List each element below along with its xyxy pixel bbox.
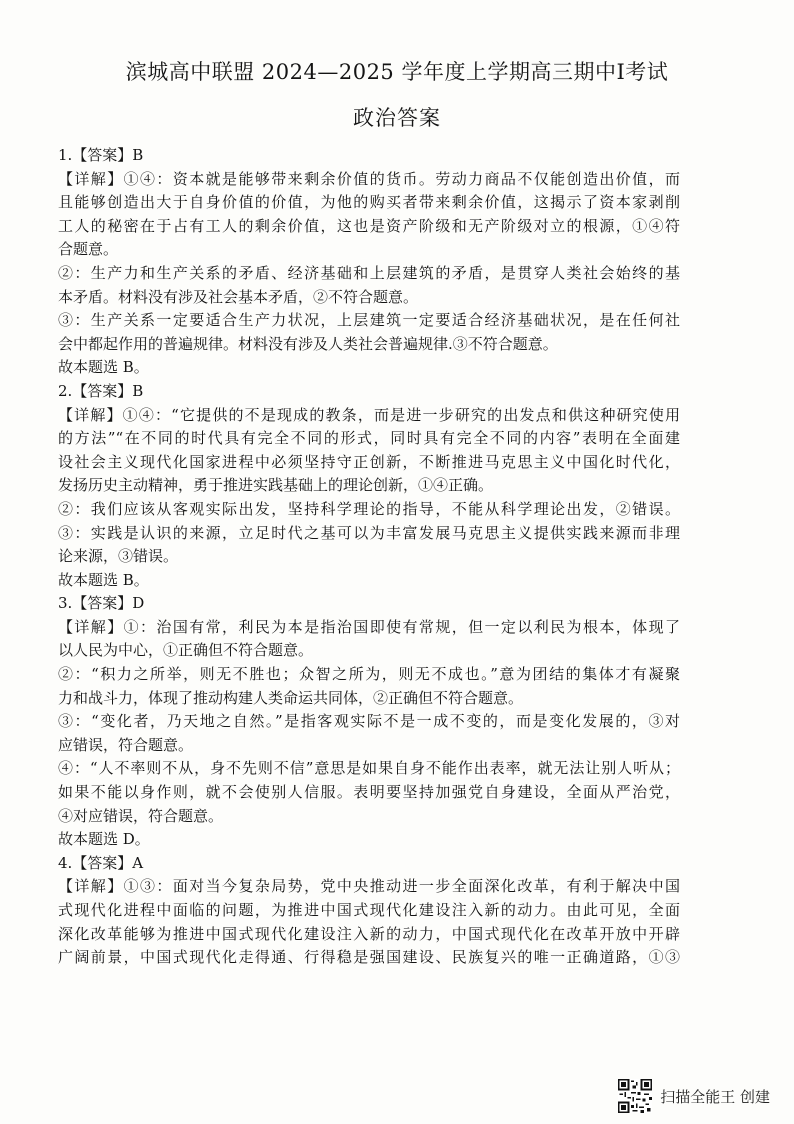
text-line: 【详解】①：治国有常，利民为本是指治国即使有常规，但一定以利民为根本，体现了 <box>58 617 680 636</box>
text-line: 如果不能以身作则，就不会使别人信服。表明要坚持加强党自身建设，全面从严治党， <box>58 783 680 802</box>
scanner-watermark <box>618 1078 770 1114</box>
text-line: 工人的秘密在于占有工人的剩余价值，这也是资产阶级和无产阶级对立的根源，①④符 <box>58 216 680 235</box>
text-line: ②：“积力之所举，则无不胜也；众智之所为，则无不成也。”意为团结的集体才有凝聚 <box>58 665 680 684</box>
text-line: 故本题选 D。 <box>58 830 150 849</box>
text-line: 【详解】①③：面对当今复杂局势，党中央推动进一步全面深化改革，有利于解决中国 <box>58 877 680 896</box>
text-line: 的方法”“在不同的时代具有完全不同的形式，同时具有完全不同的内容”表明在全面建 <box>58 429 680 448</box>
scanner-text: 扫描全能王 创建 <box>660 1087 770 1106</box>
text-line: 3.【答案】D <box>58 594 145 613</box>
text-line: 应错误，符合题意。 <box>58 735 194 754</box>
text-line: 本矛盾。材料没有涉及社会基本矛盾，②不符合题意。 <box>58 287 419 306</box>
text-line: 4.【答案】A <box>58 853 144 872</box>
text-line: 设社会主义现代化国家进程中必须坚持守正创新，不断推进马克思主义中国化时代化， <box>58 452 680 471</box>
text-line: 论来源，③错误。 <box>58 547 179 566</box>
text-line: 2.【答案】B <box>58 381 144 400</box>
text-line: ③：实践是认识的来源，立足时代之基可以为丰富发展马克思主义提供实践来源而非理 <box>58 523 680 542</box>
text-line: 【详解】①④：资本就是能够带来剩余价值的货币。劳动力商品不仅能创造出价值，而 <box>58 169 680 188</box>
text-line: 故本题选 B。 <box>58 570 149 589</box>
text-line: 1.【答案】B <box>58 146 144 164</box>
answer-body <box>58 144 680 970</box>
document-title: 滨城高中联盟 2024—2025 学年度上学期高三期中Ⅰ考试 <box>125 60 669 84</box>
text-line: ③：“变化者，乃天地之自然。”是指客观实际不是一成不变的，而是变化发展的，③对 <box>58 712 680 731</box>
text-line: ④：“人不率则不从，身不先则不信”意思是如果自身不能作出表率，就无法让别人听从； <box>58 759 680 778</box>
document-subtitle: 政治答案 <box>353 106 441 130</box>
text-line: 力和战斗力，体现了推动构建人类命运共同体，②正确但不符合题意。 <box>58 688 524 707</box>
text-line: 以人民为中心，①正确但不符合题意。 <box>58 641 314 660</box>
text-line: ②：我们应该从客观实际出发，坚持科学理论的指导，不能从科学理论出发，②错误。 <box>58 499 680 518</box>
text-line: 深化改革能够为推进中国式现代化建设注入新的动力，中国式现代化在改革开放中开辟 <box>58 924 680 943</box>
text-line: 【详解】①④：“它提供的不是现成的教条，而是进一步研究的出发点和供这种研究使用 <box>58 405 680 424</box>
text-line: 式现代化进程中面临的问题，为推进中国式现代化建设注入新的动力。由此可见，全面 <box>58 901 680 919</box>
text-line: 且能够创造出大于自身价值的价值，为他的购买者带来剩余价值，这揭示了资本家剥削 <box>58 193 680 212</box>
qr-code-icon <box>618 1079 652 1113</box>
text-line: 合题意。 <box>58 240 119 259</box>
text-line: ④对应错误，符合题意。 <box>58 806 224 825</box>
text-line: 会中都起作用的普遍规律。材料没有涉及人类社会普遍规律.③不符合题意。 <box>58 334 558 353</box>
text-line: 广阔前景，中国式现代化走得通、行得稳是强国建设、民族复兴的唯一正确道路，①③ <box>58 948 680 967</box>
text-line: ②：生产力和生产关系的矛盾、经济基础和上层建筑的矛盾，是贯穿人类社会始终的基 <box>58 263 680 282</box>
text-line: 故本题选 B。 <box>58 358 149 377</box>
text-line: ③：生产关系一定要适合生产力状况，上层建筑一定要适合经济基础状况，是在任何社 <box>58 311 680 330</box>
text-line: 发扬历史主动精神，勇于推进实践基础上的理论创新，①④正确。 <box>58 476 494 495</box>
